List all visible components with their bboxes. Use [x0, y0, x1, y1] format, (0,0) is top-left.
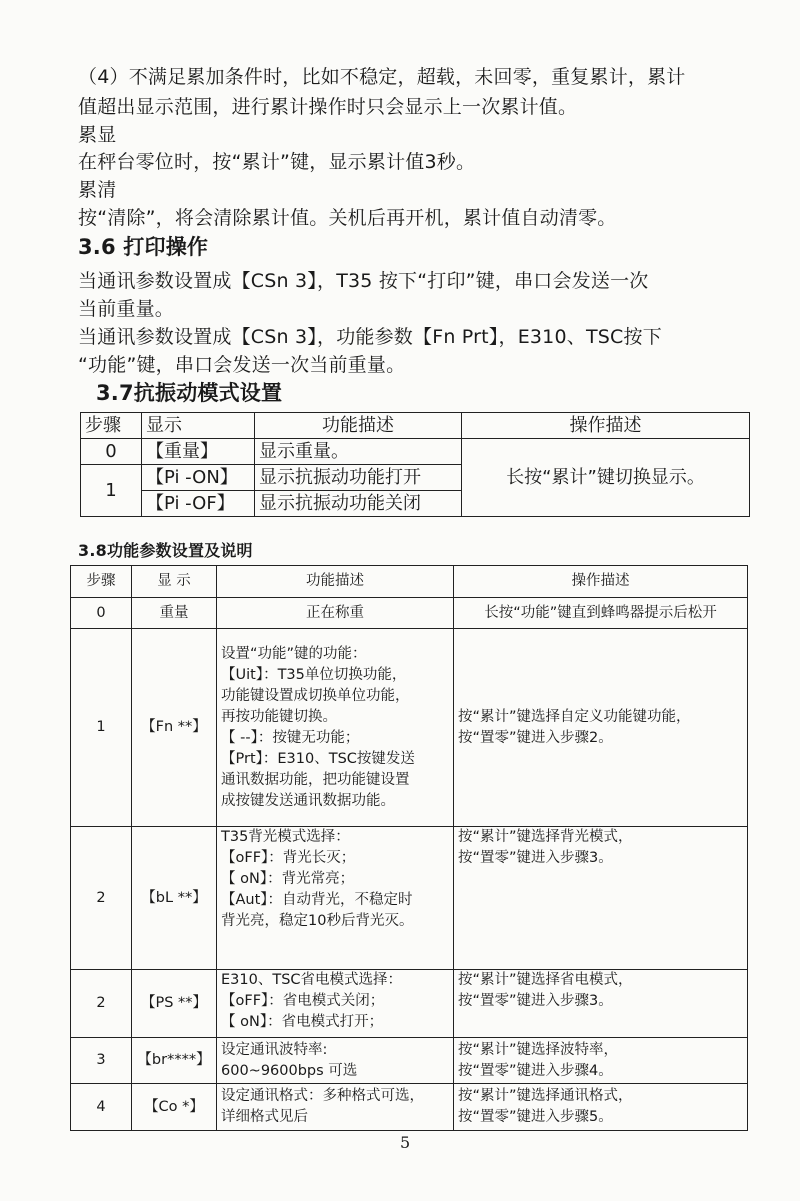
header-cell: 显示	[142, 413, 255, 439]
paragraph: （4）不满足累加条件时，比如不稳定，超载，未回零，重复累计，累计	[78, 66, 686, 88]
function-parameter-table	[70, 565, 748, 1131]
header-cell: 功能描述	[217, 566, 454, 598]
step-cell: 0	[81, 439, 142, 465]
table-row	[71, 970, 748, 1038]
step-cell: 2	[71, 827, 132, 970]
header-cell: 步骤	[81, 413, 142, 439]
section-title: 3.8功能参数设置及说明	[78, 541, 253, 560]
paragraph: 在秤台零位时，按“累计”键，显示累计值3秒。	[78, 151, 476, 173]
function-cell: 正在称重	[217, 598, 454, 629]
subheading: 累清	[78, 179, 117, 201]
step-cell: 1	[71, 629, 132, 827]
page-number: 5	[400, 1133, 411, 1152]
paragraph: 当通讯参数设置成【CSn 3】，功能参数【Fn Prt】，E310、TSC按下	[78, 326, 662, 348]
header-cell: 操作描述	[454, 566, 748, 598]
display-cell: 重量	[132, 598, 217, 629]
subheading: 累显	[78, 124, 117, 146]
section-title: 3.6 打印操作	[78, 235, 209, 259]
table-row	[71, 827, 748, 970]
display-cell: 【Co *】	[132, 1084, 217, 1131]
display-cell: 【Pi -ON】	[142, 465, 255, 491]
step-cell: 2	[71, 970, 132, 1038]
header-cell: 显 示	[132, 566, 217, 598]
table-row	[71, 1084, 748, 1131]
operation-cell: 按“累计”键选择省电模式， 按“置零”键进入步骤3。	[454, 970, 748, 1038]
paragraph: 值超出显示范围，进行累计操作时只会显示上一次累计值。	[78, 96, 578, 118]
paragraph: 当前重量。	[78, 298, 175, 320]
operation-cell: 按“累计”键选择波特率， 按“置零”键进入步骤4。	[454, 1038, 748, 1084]
step-cell: 0	[71, 598, 132, 629]
paragraph: “功能”键，串口会发送一次当前重量。	[78, 354, 406, 376]
step-cell: 1	[81, 465, 142, 517]
function-cell: E310、TSC省电模式选择： 【oFF】：省电模式关闭； 【 oN】：省电模式打开；	[217, 970, 454, 1038]
display-cell: 【Pi -OF】	[142, 491, 255, 517]
display-cell: 【重量】	[142, 439, 255, 465]
table-row	[71, 629, 748, 827]
display-cell: 【PS **】	[132, 970, 217, 1038]
function-cell: T35背光模式选择： 【oFF】：背光长灭； 【 oN】：背光常亮； 【Aut】：自动背光，不稳定时 背光亮，稳定10秒后背光灭。	[217, 827, 454, 970]
function-cell: 设置“功能”键的功能： 【Uit】：T35单位切换功能， 功能键设置成切换单位功能， 再按功能键切换。 【 --】：按键无功能； 【Prt】：E310、TSC按键发送 通讯数据功能，把功能键设置 成按键发送通讯数据功能。	[217, 629, 454, 827]
table-header	[81, 413, 750, 439]
step-cell: 4	[71, 1084, 132, 1131]
display-cell: 【bL **】	[132, 827, 217, 970]
function-cell: 设定通讯格式：多种格式可选， 详细格式见后	[217, 1084, 454, 1131]
header-cell: 步骤	[71, 566, 132, 598]
anti-vibration-table	[80, 412, 750, 517]
table-row	[81, 439, 750, 465]
paragraph: 按“清除”，将会清除累计值。关机后再开机，累计值自动清零。	[78, 207, 617, 229]
header-cell: 功能描述	[255, 413, 462, 439]
paragraph: 当通讯参数设置成【CSn 3】，T35 按下“打印”键，串口会发送一次	[78, 270, 649, 292]
operation-cell: 按“累计”键选择背光模式， 按“置零”键进入步骤3。	[454, 827, 748, 970]
operation-cell: 按“累计”键选择自定义功能键功能， 按“置零”键进入步骤2。	[454, 629, 748, 827]
step-cell: 3	[71, 1038, 132, 1084]
table-row	[71, 598, 748, 629]
operation-cell: 长按“功能”键直到蜂鸣器提示后松开	[454, 598, 748, 629]
function-cell: 设定通讯波特率: 600~9600bps 可选	[217, 1038, 454, 1084]
operation-cell: 长按“累计”键切换显示。	[462, 439, 750, 517]
display-cell: 【Fn **】	[132, 629, 217, 827]
section-title: 3.7抗振动模式设置	[96, 381, 283, 405]
table-row	[71, 1038, 748, 1084]
function-cell: 显示抗振动功能关闭	[255, 491, 462, 517]
function-cell: 显示重量。	[255, 439, 462, 465]
operation-cell: 按“累计”键选择通讯格式， 按“置零”键进入步骤5。	[454, 1084, 748, 1131]
header-cell: 操作描述	[462, 413, 750, 439]
display-cell: 【br****】	[132, 1038, 217, 1084]
function-cell: 显示抗振动功能打开	[255, 465, 462, 491]
table-header	[71, 566, 748, 598]
